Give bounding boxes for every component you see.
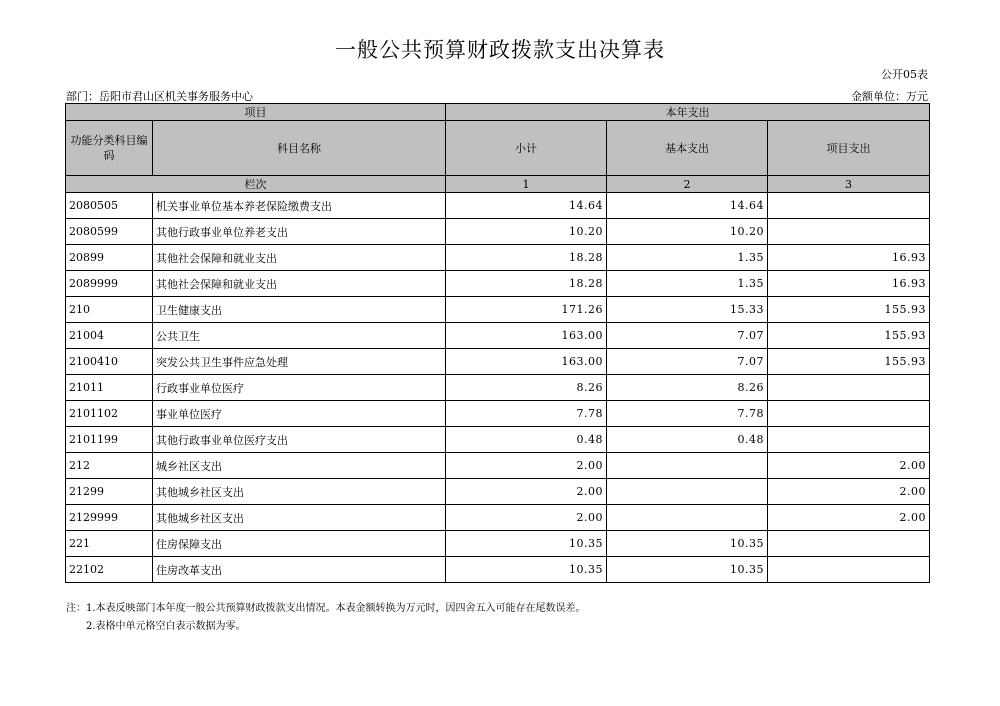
table-row [66,193,930,219]
header-col-3: 3 [768,176,930,193]
table-row [66,505,930,531]
cell-code: 2101102 [66,401,153,427]
cell-subtotal: 7.78 [446,401,607,427]
cell-project [768,557,930,583]
cell-code: 221 [66,531,153,557]
cell-basic: 10.20 [607,219,768,245]
cell-basic [607,453,768,479]
cell-project: 2.00 [768,505,930,531]
cell-code: 2101199 [66,427,153,453]
cell-name: 其他城乡社区支出 [153,505,446,531]
cell-project: 16.93 [768,271,930,297]
table-row [66,479,930,505]
header-basic-expense: 基本支出 [607,121,768,176]
cell-project [768,219,930,245]
expense-table [65,103,930,583]
cell-subtotal: 8.26 [446,375,607,401]
footnote-2: 2.表格中单元格空白表示数据为零。 [86,621,246,632]
form-code: 公开05表 [881,68,928,81]
table-row [66,349,930,375]
cell-subtotal: 18.28 [446,271,607,297]
header-row-2 [66,121,930,176]
cell-basic: 8.26 [607,375,768,401]
table-row [66,427,930,453]
cell-project: 155.93 [768,297,930,323]
cell-code: 21004 [66,323,153,349]
cell-code: 212 [66,453,153,479]
cell-name: 突发公共卫生事件应急处理 [153,349,446,375]
cell-project: 155.93 [768,323,930,349]
cell-basic: 14.64 [607,193,768,219]
cell-subtotal: 163.00 [446,349,607,375]
cell-project: 155.93 [768,349,930,375]
table-row [66,297,930,323]
header-project-expense: 项目支出 [768,121,930,176]
cell-name: 机关事业单位基本养老保险缴费支出 [153,193,446,219]
cell-subtotal: 2.00 [446,505,607,531]
cell-basic: 10.35 [607,557,768,583]
header-col-1: 1 [446,176,607,193]
header-subject-name: 科目名称 [153,121,446,176]
cell-basic [607,479,768,505]
table-row [66,531,930,557]
footnote-1: 注：1.本表反映部门本年度一般公共预算财政拨款支出情况。本表金额转换为万元时，因四舍五入可能存在尾数误差。 [66,603,586,614]
cell-basic: 1.35 [607,271,768,297]
header-func-code: 功能分类科目编码 [66,121,153,176]
header-current-year-expense: 本年支出 [446,104,930,121]
header-row-1 [66,104,930,121]
cell-basic: 1.35 [607,245,768,271]
cell-name: 其他社会保障和就业支出 [153,245,446,271]
table-row [66,323,930,349]
cell-name: 其他行政事业单位养老支出 [153,219,446,245]
cell-basic: 7.07 [607,349,768,375]
cell-code: 22102 [66,557,153,583]
cell-name: 其他城乡社区支出 [153,479,446,505]
cell-name: 其他行政事业单位医疗支出 [153,427,446,453]
cell-code: 2080505 [66,193,153,219]
cell-subtotal: 2.00 [446,479,607,505]
cell-basic: 7.78 [607,401,768,427]
header-row-index-label: 栏次 [66,176,446,193]
amount-unit-label: 金额单位：万元 [851,90,928,103]
cell-subtotal: 0.48 [446,427,607,453]
cell-subtotal: 10.35 [446,557,607,583]
cell-project [768,375,930,401]
header-col-2: 2 [607,176,768,193]
cell-project [768,427,930,453]
table-row [66,271,930,297]
table-row [66,245,930,271]
header-project: 项目 [66,104,446,121]
cell-code: 210 [66,297,153,323]
cell-name: 卫生健康支出 [153,297,446,323]
cell-code: 2129999 [66,505,153,531]
header-subtotal: 小计 [446,121,607,176]
cell-project [768,193,930,219]
cell-subtotal: 18.28 [446,245,607,271]
cell-code: 2089999 [66,271,153,297]
header-row-index [66,176,930,193]
cell-basic: 0.48 [607,427,768,453]
cell-code: 2080599 [66,219,153,245]
table-row [66,557,930,583]
cell-subtotal: 14.64 [446,193,607,219]
cell-subtotal: 10.35 [446,531,607,557]
cell-code: 20899 [66,245,153,271]
table-row [66,453,930,479]
table-row [66,375,930,401]
cell-name: 住房改革支出 [153,557,446,583]
cell-name: 其他社会保障和就业支出 [153,271,446,297]
cell-project [768,531,930,557]
report-title: 一般公共预算财政拨款支出决算表 [335,38,665,62]
department-label: 部门：岳阳市君山区机关事务服务中心 [66,90,253,103]
cell-project [768,401,930,427]
cell-basic: 10.35 [607,531,768,557]
cell-code: 21299 [66,479,153,505]
cell-project: 2.00 [768,479,930,505]
cell-name: 城乡社区支出 [153,453,446,479]
cell-subtotal: 10.20 [446,219,607,245]
cell-code: 2100410 [66,349,153,375]
cell-project: 2.00 [768,453,930,479]
cell-subtotal: 171.26 [446,297,607,323]
cell-basic [607,505,768,531]
cell-name: 公共卫生 [153,323,446,349]
table-row [66,219,930,245]
cell-name: 事业单位医疗 [153,401,446,427]
cell-code: 21011 [66,375,153,401]
cell-basic: 15.33 [607,297,768,323]
cell-subtotal: 163.00 [446,323,607,349]
cell-project: 16.93 [768,245,930,271]
cell-subtotal: 2.00 [446,453,607,479]
cell-name: 行政事业单位医疗 [153,375,446,401]
cell-basic: 7.07 [607,323,768,349]
cell-name: 住房保障支出 [153,531,446,557]
table-row [66,401,930,427]
